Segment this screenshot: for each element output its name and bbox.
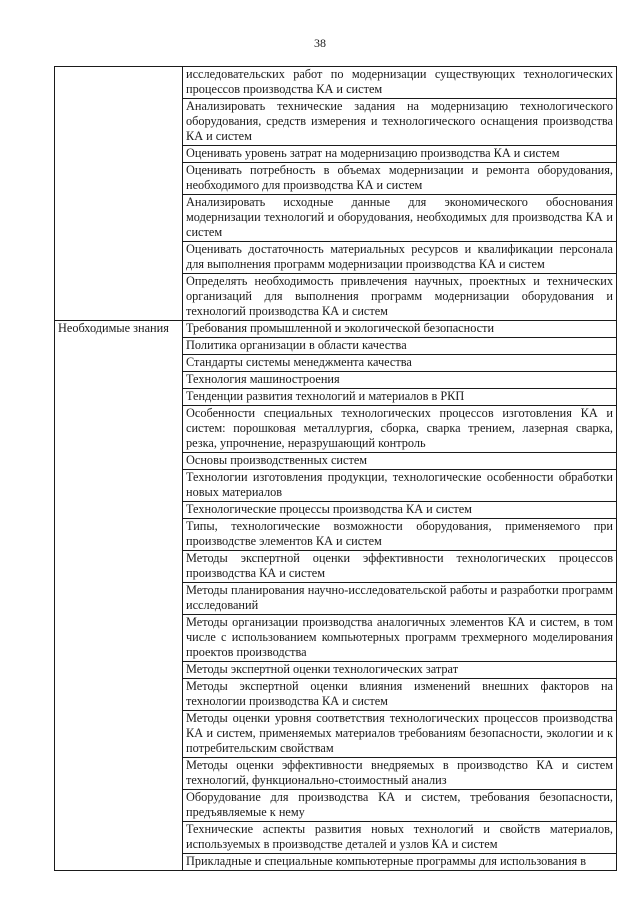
- table-row: [55, 321, 617, 338]
- table-cell-text: Оборудование для производства КА и систем, требования безопасности, предъявляемые к нему: [183, 790, 617, 822]
- section-label-cell: Необходимые знания: [55, 321, 183, 871]
- table-cell-text: Технология машиностроения: [183, 372, 617, 389]
- table-cell-text: Оценивать уровень затрат на модернизацию производства КА и систем: [183, 146, 617, 163]
- table-cell-text: Анализировать технические задания на модернизацию технологического оборудования, средств измерения и технологического оснащения производства КА и систем: [183, 99, 617, 146]
- table-cell-text: Особенности специальных технологических процессов изготовления КА и систем: порошковая металлургия, сборка, сварка трением, лазерная сварка, резка, упрочнение, неразрушающий контроль: [183, 406, 617, 453]
- table-cell-text: Методы организации производства аналогичных элементов КА и систем, в том числе с использованием компьютерных программ трехмерного моделирования проектов производства: [183, 615, 617, 662]
- table-cell-text: исследовательских работ по модернизации существующих технологических процессов производства КА и систем: [183, 67, 617, 99]
- competency-table: [54, 66, 617, 871]
- table-cell-text: Требования промышленной и экологической безопасности: [183, 321, 617, 338]
- table-cell-text: Анализировать исходные данные для экономического обоснования модернизации технологий и оборудования, необходимых для производства КА и систем: [183, 195, 617, 242]
- table-cell-text: Технологические процессы производства КА и систем: [183, 502, 617, 519]
- table-cell-text: Основы производственных систем: [183, 453, 617, 470]
- table-cell-text: Типы, технологические возможности оборудования, применяемого при производстве элементов КА и систем: [183, 519, 617, 551]
- table-cell-text: Методы оценки эффективности внедряемых в производство КА и систем технологий, функционально-стоимостный анализ: [183, 758, 617, 790]
- table-cell-text: Методы экспертной оценки влияния изменений внешних факторов на технологии производства КА и систем: [183, 679, 617, 711]
- table-cell-text: Оценивать достаточность материальных ресурсов и квалификации персонала для выполнения программ модернизации производства КА и систем: [183, 242, 617, 274]
- competency-table-body: [55, 67, 617, 871]
- table-cell-text: Тенденции развития технологий и материалов в РКП: [183, 389, 617, 406]
- table-cell-text: Стандарты системы менеджмента качества: [183, 355, 617, 372]
- table-row: [55, 67, 617, 99]
- table-cell-text: Оценивать потребность в объемах модернизации и ремонта оборудования, необходимого для производства КА и систем: [183, 163, 617, 195]
- table-cell-text: Технологии изготовления продукции, технологические особенности обработки новых материалов: [183, 470, 617, 502]
- table-cell-text: Методы оценки уровня соответствия технологических процессов производства КА и систем, применяемых материалов требованиям безопасности, экологии и к потребительским свойствам: [183, 711, 617, 758]
- table-cell-text: Прикладные и специальные компьютерные программы для использования в: [183, 854, 617, 871]
- table-cell-text: Определять необходимость привлечения научных, проектных и технических организаций для выполнения программ модернизации оборудования и технологий производства КА и систем: [183, 274, 617, 321]
- table-cell-text: Технические аспекты развития новых технологий и свойств материалов, используемых в производстве деталей и узлов КА и систем: [183, 822, 617, 854]
- table-cell-text: Политика организации в области качества: [183, 338, 617, 355]
- table-cell-text: Методы планирования научно-исследовательской работы и разработки программ исследований: [183, 583, 617, 615]
- table-cell-text: Методы экспертной оценки эффективности технологических процессов производства КА и систем: [183, 551, 617, 583]
- section-label-cell: [55, 67, 183, 321]
- table-cell-text: Методы экспертной оценки технологических затрат: [183, 662, 617, 679]
- page-number: 38: [314, 36, 326, 50]
